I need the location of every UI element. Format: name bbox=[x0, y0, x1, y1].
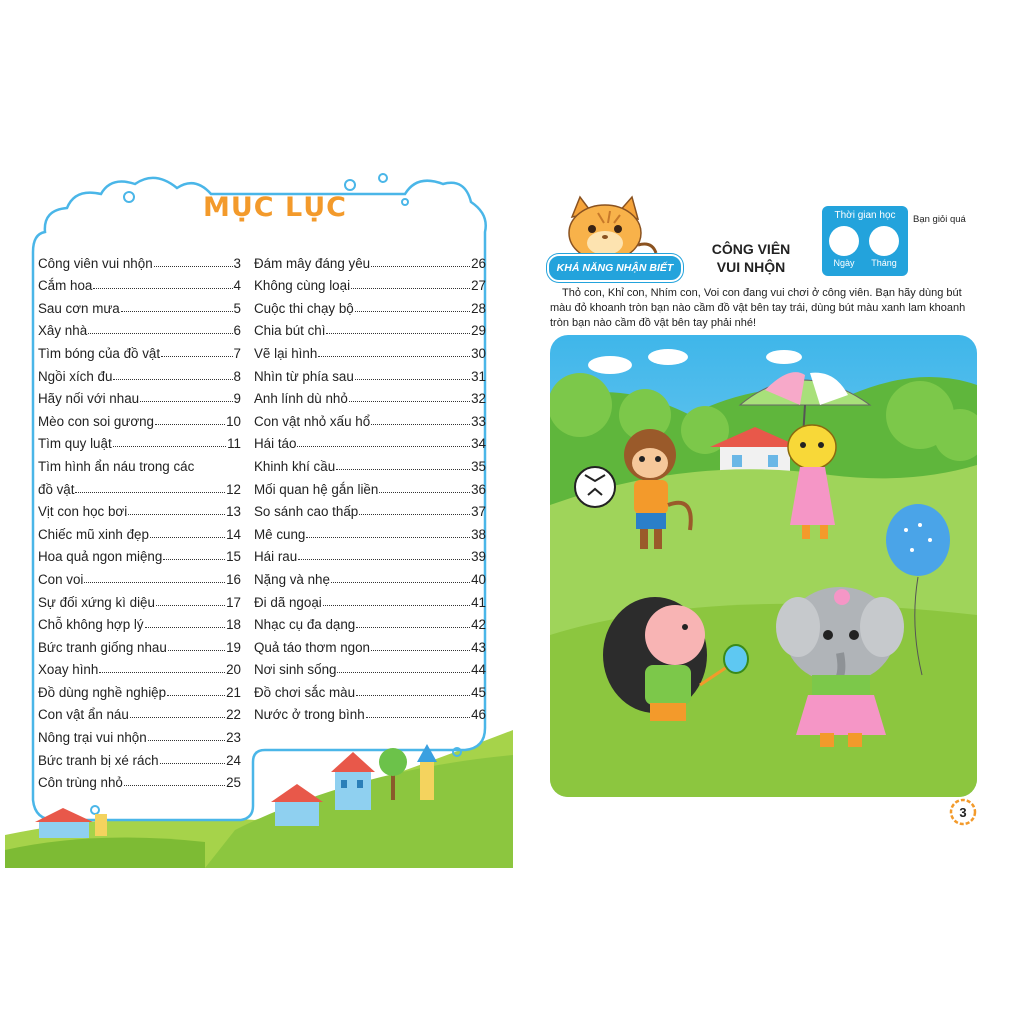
toc-leader bbox=[359, 514, 470, 515]
toc-entry[interactable] bbox=[38, 700, 241, 723]
toc-leader bbox=[331, 582, 470, 583]
toc-entry[interactable] bbox=[254, 316, 486, 339]
toc-entry-label: Khinh khí cầu bbox=[254, 458, 336, 474]
lesson-title-line1: CÔNG VIÊN bbox=[711, 241, 791, 257]
toc-entry-label: Nông trại vui nhộn bbox=[38, 730, 147, 746]
toc-leader bbox=[371, 266, 470, 267]
park-illustration[interactable] bbox=[550, 335, 977, 797]
toc-entry-label: Tìm quy luật bbox=[38, 436, 112, 452]
toc-entry-label: Chia bút chì bbox=[254, 323, 326, 339]
toc-leader bbox=[93, 288, 232, 289]
toc-leader bbox=[351, 288, 470, 289]
page-number: 3 bbox=[959, 805, 967, 820]
toc-entry-label: Bức tranh giống nhau bbox=[38, 639, 167, 655]
toc-leader bbox=[163, 559, 225, 560]
toc-leader bbox=[150, 537, 225, 538]
toc-leader bbox=[379, 492, 470, 493]
toc-entry-label: Con voi bbox=[38, 571, 84, 587]
toc-entry[interactable] bbox=[38, 361, 241, 384]
toc-entry[interactable] bbox=[254, 406, 486, 429]
toc-leader bbox=[140, 401, 232, 402]
toc-entry-page: 44 bbox=[471, 662, 486, 678]
toc-leader bbox=[128, 514, 225, 515]
bubble-icon bbox=[379, 174, 387, 182]
toc-entry-page: 23 bbox=[226, 730, 241, 746]
toc-entry[interactable] bbox=[38, 542, 241, 565]
toc-entry[interactable] bbox=[254, 384, 486, 407]
toc-entry-label: Hoa quả ngon miệng bbox=[38, 549, 163, 565]
toc-entry[interactable] bbox=[254, 564, 486, 587]
toc-entry[interactable] bbox=[254, 542, 486, 565]
toc-entry-label: Nơi sinh sống bbox=[254, 662, 337, 678]
toc-entry-page: 12 bbox=[226, 481, 241, 497]
toc-entry[interactable] bbox=[38, 406, 241, 429]
toc-entry-label: So sánh cao thấp bbox=[254, 504, 359, 520]
toc-leader bbox=[349, 401, 470, 402]
toc-entry-page: 24 bbox=[226, 752, 241, 768]
toc-entry-page: 39 bbox=[471, 549, 486, 565]
toc-leader bbox=[113, 446, 226, 447]
toc-column-left bbox=[38, 248, 241, 790]
toc-entry-label: Không cùng loại bbox=[254, 278, 351, 294]
toc-leader bbox=[75, 492, 225, 493]
toc-entry-page: 18 bbox=[226, 617, 241, 633]
toc-entry-page: 4 bbox=[233, 278, 241, 294]
toc-entry-label: Tìm hình ẩn náu trong các bbox=[38, 458, 195, 474]
toc-entry-page: 13 bbox=[226, 504, 241, 520]
toc-leader bbox=[355, 379, 470, 380]
toc-entry[interactable] bbox=[38, 519, 241, 542]
toc-entry-page: 31 bbox=[471, 368, 486, 384]
toc-entry[interactable] bbox=[38, 474, 241, 497]
toc-entry[interactable] bbox=[254, 519, 486, 542]
toc-entry-label: Con vật nhỏ xấu hổ bbox=[254, 413, 371, 429]
toc-entry-page: 38 bbox=[471, 526, 486, 542]
lesson-title bbox=[695, 240, 807, 276]
toc-entry-label: Đồ dùng nghề nghiệp bbox=[38, 684, 167, 700]
toc-leader bbox=[161, 356, 232, 357]
toc-entry-label: Sự đối xứng kì diệu bbox=[38, 594, 155, 610]
toc-entry[interactable] bbox=[254, 451, 486, 474]
toc-leader bbox=[168, 650, 225, 651]
toc-entry-page: 21 bbox=[226, 684, 241, 700]
toc-entry[interactable] bbox=[38, 293, 241, 316]
toc-entry-page: 7 bbox=[233, 345, 241, 361]
toc-entry[interactable] bbox=[38, 610, 241, 633]
toc-leader bbox=[371, 650, 470, 651]
table-of-contents-page bbox=[5, 170, 513, 868]
toc-entry[interactable] bbox=[38, 722, 241, 745]
toc-leader bbox=[113, 379, 232, 380]
toc-entry-page: 46 bbox=[471, 707, 486, 723]
month-label: Tháng bbox=[871, 258, 897, 268]
toc-leader bbox=[155, 424, 225, 425]
study-time-box bbox=[822, 206, 908, 276]
day-label: Ngày bbox=[833, 258, 855, 268]
toc-entry-page: 32 bbox=[471, 391, 486, 407]
toc-leader bbox=[297, 446, 470, 447]
toc-entry-page: 5 bbox=[233, 300, 241, 316]
toc-entry-page: 17 bbox=[226, 594, 241, 610]
toc-entry-label: Chỗ không hợp lý bbox=[38, 617, 144, 633]
toc-leader bbox=[356, 695, 470, 696]
toc-entry[interactable] bbox=[38, 632, 241, 655]
toc-entry[interactable] bbox=[38, 564, 241, 587]
toc-entry-label: Chiếc mũ xinh đẹp bbox=[38, 526, 149, 542]
toc-entry-page: 30 bbox=[471, 345, 486, 361]
toc-entry[interactable] bbox=[254, 361, 486, 384]
toc-entry-page: 27 bbox=[471, 278, 486, 294]
house-icon bbox=[417, 744, 437, 800]
toc-entry-label: Xây nhà bbox=[38, 323, 88, 339]
toc-entry[interactable] bbox=[254, 587, 486, 610]
toc-leader bbox=[154, 266, 233, 267]
skill-badge: KHẢ NĂNG NHẬN BIẾT bbox=[547, 254, 683, 282]
toc-entry-page: 8 bbox=[233, 368, 241, 384]
toc-leader bbox=[318, 356, 470, 357]
toc-leader bbox=[306, 537, 470, 538]
toc-leader bbox=[145, 627, 226, 628]
toc-entry[interactable] bbox=[38, 655, 241, 678]
toc-entry-page: 35 bbox=[471, 458, 486, 474]
toc-entry-label: Tìm bóng của đồ vật bbox=[38, 345, 161, 361]
month-circle[interactable] bbox=[869, 226, 899, 256]
toc-column-right bbox=[254, 248, 486, 722]
toc-entry-label: Mối quan hệ gắn liền bbox=[254, 481, 379, 497]
toc-entry[interactable] bbox=[254, 655, 486, 678]
toc-entry-page: 16 bbox=[226, 571, 241, 587]
toc-entry[interactable] bbox=[254, 429, 486, 452]
lesson-title-line2: VUI NHỘN bbox=[716, 259, 786, 275]
instructions-text: Thỏ con, Khỉ con, Nhím con, Voi con đang vui chơi ở công viên. Bạn hãy dùng bút màu đỏ khoanh tròn bạn nào cầm đồ vật bên tay trái, dùng bút màu xanh lam khoanh tròn bạn nào cầm đồ vật bên tay phải nhé! bbox=[550, 287, 966, 329]
toc-entry-label: Vịt con học bơi bbox=[38, 504, 128, 520]
toc-entry-page: 20 bbox=[226, 662, 241, 678]
toc-entry-label: đồ vật bbox=[38, 481, 75, 497]
lesson-page bbox=[525, 190, 995, 830]
toc-leader bbox=[355, 311, 470, 312]
toc-entry-page: 34 bbox=[471, 436, 486, 452]
toc-entry-label: Cuộc thi chạy bộ bbox=[254, 300, 354, 316]
toc-leader bbox=[371, 424, 470, 425]
bubble-icon bbox=[345, 180, 355, 190]
toc-entry-label: Bức tranh bị xé rách bbox=[38, 752, 159, 768]
toc-entry[interactable] bbox=[254, 610, 486, 633]
toc-entry-label: Công viên vui nhộn bbox=[38, 255, 153, 271]
toc-entry-page: 22 bbox=[226, 707, 241, 723]
toc-leader bbox=[84, 582, 225, 583]
toc-entry-page: 37 bbox=[471, 504, 486, 520]
toc-entry-label: Đi dã ngoại bbox=[254, 594, 322, 610]
toc-leader bbox=[124, 785, 225, 786]
toc-entry-label: Hãy nối với nhau bbox=[38, 391, 140, 407]
toc-entry[interactable] bbox=[254, 271, 486, 294]
toc-entry[interactable] bbox=[254, 248, 486, 271]
toc-entry[interactable] bbox=[38, 384, 241, 407]
toc-entry-label: Đồ chơi sắc màu bbox=[254, 684, 356, 700]
toc-entry-label: Vẽ lại hình bbox=[254, 345, 318, 361]
toc-entry[interactable] bbox=[254, 497, 486, 520]
toc-leader bbox=[323, 605, 470, 606]
toc-entry-label: Nhìn từ phía sau bbox=[254, 368, 354, 384]
toc-leader bbox=[88, 333, 232, 334]
toc-entry-page: 29 bbox=[471, 323, 486, 339]
toc-entry[interactable] bbox=[254, 677, 486, 700]
toc-leader bbox=[337, 672, 470, 673]
toc-entry-label: Anh lính dù nhỏ bbox=[254, 391, 348, 407]
toc-entry[interactable] bbox=[254, 700, 486, 723]
toc-entry[interactable] bbox=[38, 271, 241, 294]
toc-entry[interactable] bbox=[38, 587, 241, 610]
toc-entry-page: 43 bbox=[471, 639, 486, 655]
toc-entry-page: 9 bbox=[233, 391, 241, 407]
toc-title: MỤC LỤC bbox=[203, 192, 347, 223]
toc-entry-page: 33 bbox=[471, 413, 486, 429]
toc-entry[interactable] bbox=[254, 338, 486, 361]
toc-entry-page: 11 bbox=[227, 436, 241, 452]
toc-entry-label: Đám mây đáng yêu bbox=[254, 255, 371, 271]
toc-entry-label: Nhạc cụ đa dạng bbox=[254, 617, 356, 633]
toc-entry[interactable] bbox=[38, 338, 241, 361]
toc-leader bbox=[298, 559, 470, 560]
toc-leader bbox=[156, 605, 225, 606]
toc-entry-label: Mê cung bbox=[254, 526, 306, 542]
toc-entry-page: 26 bbox=[471, 255, 486, 271]
toc-entry-page: 36 bbox=[471, 481, 486, 497]
toc-entry-page: 3 bbox=[233, 255, 241, 271]
toc-leader bbox=[148, 740, 225, 741]
toc-entry[interactable] bbox=[38, 316, 241, 339]
toc-entry-page: 10 bbox=[226, 413, 241, 429]
toc-entry[interactable] bbox=[254, 632, 486, 655]
toc-entry-page: 14 bbox=[226, 526, 241, 542]
toc-entry[interactable] bbox=[254, 293, 486, 316]
toc-entry-page: 15 bbox=[226, 549, 241, 565]
toc-leader bbox=[356, 627, 470, 628]
study-time-label: Thời gian học bbox=[834, 210, 896, 221]
page-number-badge bbox=[949, 798, 977, 826]
toc-entry[interactable] bbox=[254, 474, 486, 497]
toc-leader bbox=[99, 672, 225, 673]
toc-entry-label: Cắm hoa bbox=[38, 278, 93, 294]
toc-entry[interactable] bbox=[38, 745, 241, 768]
toc-entry-label: Mèo con soi gương bbox=[38, 413, 155, 429]
toc-entry-label: Nước ở trong bình bbox=[254, 707, 365, 723]
toc-leader bbox=[160, 763, 225, 764]
house-icon bbox=[271, 784, 323, 826]
toc-entry[interactable] bbox=[38, 497, 241, 520]
toc-entry-label: Sau cơn mưa bbox=[38, 300, 120, 316]
toc-entry-label: Hái rau bbox=[254, 549, 298, 565]
toc-entry[interactable] bbox=[38, 429, 241, 452]
toc-leader bbox=[167, 695, 225, 696]
toc-leader bbox=[121, 311, 233, 312]
toc-entry-label: Nặng và nhẹ bbox=[254, 571, 330, 587]
toc-entry-page: 41 bbox=[471, 594, 486, 610]
toc-entry-label: Quả táo thơm ngon bbox=[254, 639, 370, 655]
toc-entry-page: 28 bbox=[471, 300, 486, 316]
toc-entry-label: Con vật ẩn náu bbox=[38, 707, 129, 723]
toc-entry-page: 45 bbox=[471, 684, 486, 700]
toc-entry-page: 40 bbox=[471, 571, 486, 587]
toc-leader bbox=[366, 717, 470, 718]
toc-entry[interactable] bbox=[38, 248, 241, 271]
praise-text: Bạn giỏi quá bbox=[913, 214, 966, 225]
toc-entry-label: Côn trùng nhỏ bbox=[38, 775, 123, 791]
toc-entry-page: 6 bbox=[233, 323, 241, 339]
toc-leader bbox=[130, 717, 225, 718]
toc-entry-label: Xoay hình bbox=[38, 662, 99, 678]
toc-leader bbox=[326, 333, 470, 334]
toc-entry-label: Ngồi xích đu bbox=[38, 368, 113, 384]
toc-entry[interactable] bbox=[38, 768, 241, 791]
toc-entry[interactable] bbox=[38, 677, 241, 700]
toc-entry-page: 19 bbox=[226, 639, 241, 655]
house-icon bbox=[331, 752, 375, 810]
toc-entry-page: 42 bbox=[471, 617, 486, 633]
toc-leader bbox=[336, 469, 470, 470]
toc-entry-page: 25 bbox=[226, 775, 241, 791]
toc-entry-label: Hái táo bbox=[254, 436, 297, 452]
day-circle[interactable] bbox=[829, 226, 859, 256]
